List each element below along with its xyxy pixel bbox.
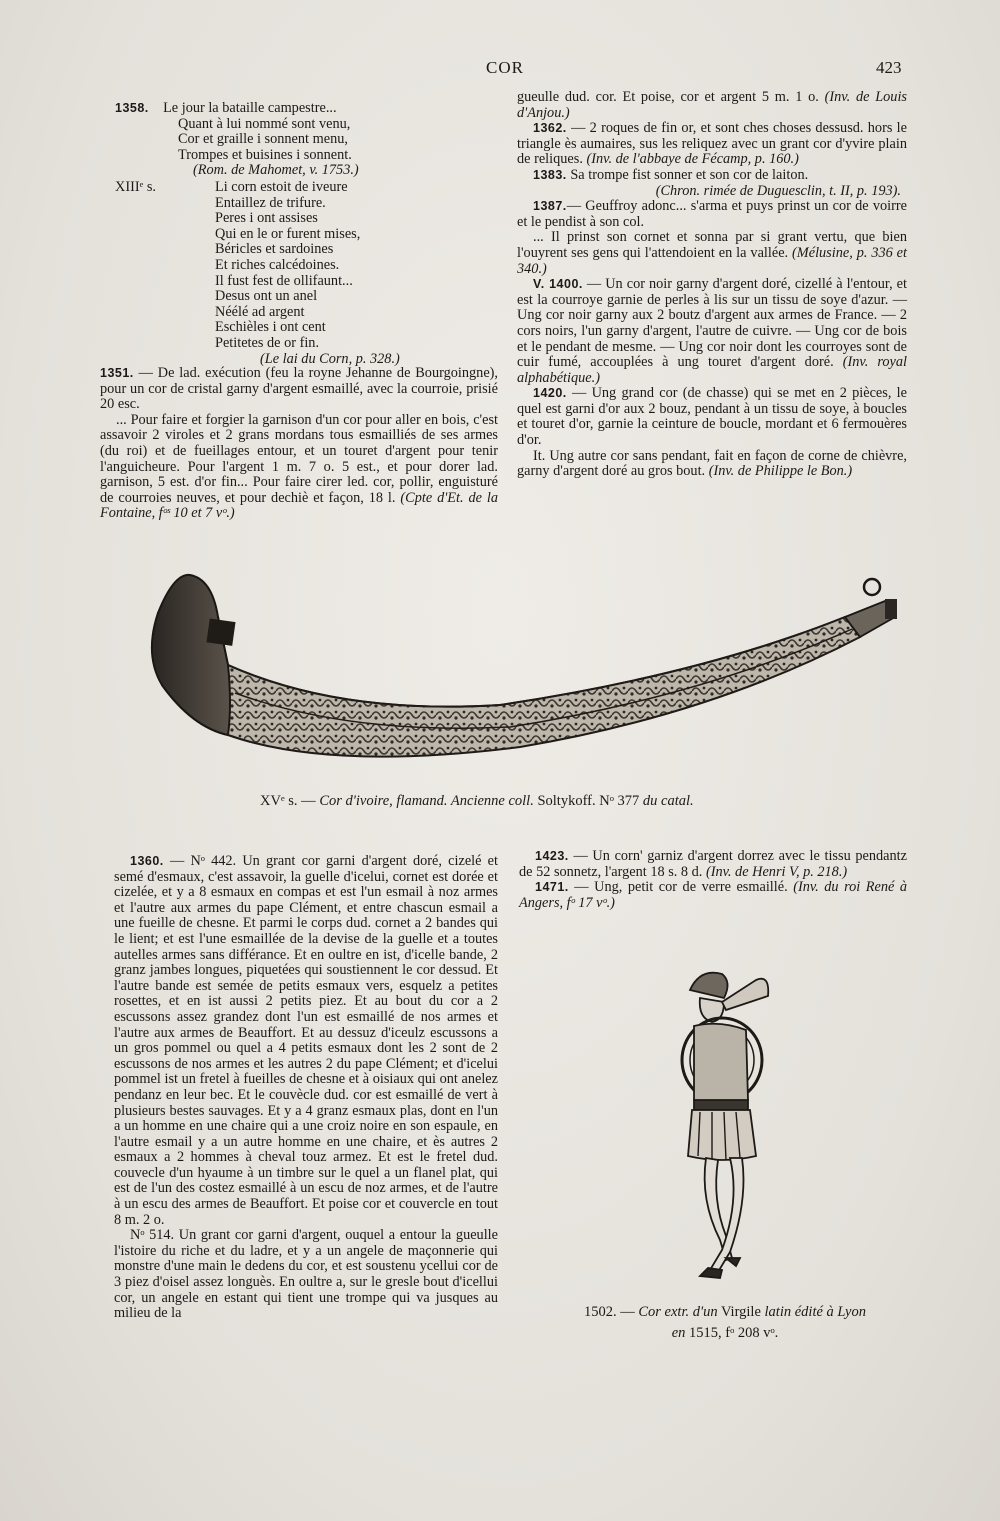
entry-text: Nᵒ 514. Un grant cor garni d'argent, ouquel a entour la gueulle l'istoire du riche et du ladre, et y a un angele de maçonnerie qui monstre d'une main le dedens du cor, et est soustenu ycellui cor de 3 piez d'oisel assez longuès. En oultre a, sur le gresle bout d'icellui cor, un angele en estant qui tient une trompe qui va jusques au milieu de la [114, 1227, 498, 1322]
entry-text: — Un cor noir garny d'argent doré, cizellé à l'entour, et est la courroye garnie de perles à lis sur un tissu de soye d'azur. — Ung cor noir garny aux 2 boutz d'argent aux armes de France. — 2 cors noirs, l'un garny d'argent, l'autre de cuivre. — Ung cor de bois et le pendant de mesme. — Ung cor noir dont les courroyes sont de cuir fumé, accouplées à ung touret d'argent doré. [517, 276, 907, 371]
entry-year: V. 1400. [533, 277, 583, 292]
entry-1360 [114, 854, 498, 1228]
entry-1420 [517, 386, 907, 448]
entry-1351 [100, 366, 498, 413]
caption-number: 1502. — [583, 1304, 639, 1320]
entry-text: Sa trompe fist sonner et son cor de laiton. [566, 166, 809, 183]
verse-line: Le jour la bataille campestre... [163, 100, 337, 116]
left-column-top-prose [100, 366, 498, 522]
poem-mahomet [115, 101, 359, 179]
caption-part: Virgile [717, 1304, 765, 1320]
horn-mouth [152, 575, 230, 735]
entry-philippe [517, 449, 907, 480]
entry-1362 [517, 121, 907, 168]
citation: (Inv. de Henri V, p. 218.) [705, 863, 848, 880]
citation: (Rom. de Mahomet, v. 1753.) [193, 162, 359, 179]
figure-shoe [700, 1268, 722, 1278]
verse-line: Eschièles i ont cent [215, 319, 326, 336]
entry-text: — Nᵒ 442. Un grant cor garni d'argent doré, cizelé et semé d'esmaux, c'est assavoir, la guelle d'icelui, cornet est dorée et cizelée, et y a 8 esmaux en compas et est l'un esmail à noz armes et l'autre aux armes du pape Clément, et entre chascun esmail a une fueille de chesne. Et parmi le corps dud. cornet a 2 bandes qui le lient; et est l'une esmaillée de la devise de la guelle et a toutes autelles armes sans différance. Et en oultre en ist, d'icelle bande, 2 granz jambes longues, piquetées qui soustiennent le cor dessud. Et l'autre bande est semée de petits esmaux vers, esquelz a petites rosettes, et en ist aussi 2 petits piez. Et au bout du cor a 2 escussons assez grandez dont l'un est esmaillé de nos armes et l'autre aux armes de Beauffort. Et au dessuz d'iceulz escussons a un gros pommel ou quel a 4 petits esmaux dont les 2 sont de 2 escussons de nos armes et les autres 2 du pape Clément; et d'icelui pommel ist un fretel à fueilles de chesne et à oisiaux qui ont anelez pendanz en leur bec. Et le couvècle dud. cor est esmaillé de vert à plusieurs bestes sauvages. Et y a 4 granz esmaux plas, dont en l'un a un homme en une chaire qui a une croiz noire en son espaule, en l'autre esmail y a un autre homme en une chaire, et ès autres 2 esmaux a 2 hommes à cheval touz armez. Et est le fretel dud. couvecle d'un hyaume à un timbre sur le quel a un flanel plat, qui est de l'un des costez esmaillé à un escu de noz armes, et de l'autre à un escu des armes de Beauffort. Et poise cor et couvercle en tout 8 m. 2 o. [114, 853, 498, 1228]
entry-year: 1360. [130, 854, 164, 868]
citation: (Mélusine, p. 336 et 340.) [517, 244, 908, 277]
citation: (Inv. de Philippe le Bon.) [708, 463, 853, 480]
figure-caption [555, 1302, 895, 1344]
verse-line: Il fust fest de ollifaunt... [215, 272, 353, 289]
caption-catalog: du catal. [642, 793, 694, 809]
entry-text: — De lad. exécution (feu la royne Jehanne de Bourgoingne), pour un cor de cristal garny d'argent esmaillé, avec la courroie, prisié 20 esc. [100, 365, 498, 413]
entry-text: gueulle dud. cor. Et poise, cor et argent 5 m. 1 o. [517, 89, 819, 105]
entry-year: 1423. [535, 849, 569, 863]
horn-caption [260, 793, 694, 810]
entry-1383 [517, 168, 907, 184]
entry-garnison [100, 413, 498, 522]
verse-line: Néélé ad argent [215, 303, 305, 320]
citation: (Cpte d'Et. de la Fontaine, fᵒˢ 10 et 7 vᵒ.) [100, 489, 499, 522]
horn-player-figure [660, 960, 810, 1290]
entry-text: ... Il prinst son cornet et sonna par si grant vertu, que bien l'ouyrent ses gens qui l'attendoient en la vallée. [517, 229, 907, 261]
caption-collection: Soltykoff. Nᵒ 377 [533, 793, 643, 809]
page-header [0, 58, 1000, 80]
entry-year: 1471. [535, 880, 569, 895]
verse-line: Trompes et buisines i sonnent. [178, 146, 352, 163]
citation: (Inv. de Louis d'Anjou.) [517, 89, 907, 121]
verse-line: Peres i ont assises [215, 210, 318, 227]
verse-line: Desus ont un anel [215, 288, 318, 305]
figure-hat [690, 973, 728, 998]
entry-1423 [519, 849, 907, 880]
citation: (Inv. du roi René à Angers, fᵒ 17 vᵒ.) [519, 879, 907, 911]
entry-1387 [517, 199, 907, 230]
entry-year: 1420. [533, 386, 567, 401]
verse-line: Qui en le or furent mises, [215, 225, 361, 242]
entry-1471 [519, 880, 907, 911]
left-column-bottom [114, 854, 498, 1322]
horn-collar-band [206, 618, 235, 645]
right-column-top [517, 90, 907, 480]
verse-line: Petitetes de or fin. [215, 334, 320, 351]
citation: (Inv. royal alphabétique.) [517, 354, 907, 386]
entry-year: 1351. [100, 366, 134, 380]
caption-part: 1515, fᵒ 208 vᵒ. [685, 1325, 779, 1341]
verse-line: Li corn estoit de iveure [215, 179, 348, 195]
verse-line: Quant à lui nommé sont venu, [178, 115, 351, 132]
entry-1400 [517, 277, 907, 386]
entry-text: It. Ung autre cor sans pendant, fait en façon de corne de chièvre, garny d'argent doré au gros bout. [517, 447, 907, 480]
entry-continued [517, 90, 907, 121]
citation: (Inv. de l'abbaye de Fécamp, p. 160.) [586, 151, 799, 168]
caption-part: en [671, 1325, 686, 1341]
entry-year: 1358. [115, 101, 149, 115]
entry-text: — 2 roques de fin or, et sont ches choses dessusd. hors le triangle ès aumaires, sus les reliquez avec un grant cor d'yvire plain de reliques. [517, 120, 907, 168]
right-column-bottom [519, 849, 907, 911]
entry-year: 1387. [533, 199, 567, 214]
citation: (Le lai du Corn, p. 328.) [260, 350, 400, 367]
caption-desc: Cor d'ivoire, flamand. Ancienne coll. [319, 793, 534, 809]
entry-text: — Ung, petit cor de verre esmaillé. [568, 879, 788, 896]
running-title: COR [486, 58, 524, 77]
entry-text: — Un corn' garniz d'argent dorrez avec le tissu pendantz de 52 sonnetz, l'argent 18 s. 8 d. [519, 848, 907, 880]
entry-text: — Geuffroy adonc... s'arma et puys prinst un cor de voirre et le pendist à son col. [517, 198, 907, 230]
horn-body [158, 605, 860, 757]
ivory-horn-illustration [100, 565, 900, 785]
citation: (Chron. rimée de Duguesclin, t. II, p. 193). [655, 182, 901, 199]
caption-century: XVᵉ s. — [260, 793, 320, 809]
entry-514 [114, 1228, 498, 1322]
caption-part: Cor extr. d'un [638, 1304, 718, 1320]
century-label: XIIIᵉ s. [115, 179, 156, 195]
entry-text: — Ung grand cor (de chasse) qui se met en 2 pièces, le quel est garni d'or aux 2 bouz, pendant à un tissu de soye, à boucles et touret d'or, garnie la ceinture de boucle, mordant et 6 fermouères d'or. [517, 385, 907, 449]
figure-torso [694, 1024, 748, 1105]
horn-mouthpiece [845, 579, 897, 637]
horn-bell [722, 979, 768, 1010]
figure-belt [694, 1100, 748, 1110]
caption-part: latin édité à Lyon [764, 1304, 866, 1320]
verse-line: Béricles et sardoines [215, 241, 334, 258]
page-number: 423 [876, 58, 902, 77]
entry-text: ... Pour faire et forgier la garnison d'un cor pour aller en bois, c'est assavoir 2 viroles et 2 grans mordans tous esmailliés de ses armes (du roi) et de fueillages entour, et un touret d'argent pour tenir l'anguicheure. Pour l'argent 1 m. 7 o. 5 est., et pour dorer lad. garnison, 5 est. d'or fin... Pour faire cirer led. cor, pollir, enguisturé de courroies neuves, et pour dechiè et façon, 18 l. [100, 411, 498, 506]
entry-year: 1383. [533, 167, 567, 182]
verse-line: Cor et graille i sonnent menu, [178, 131, 348, 148]
verse-line: Et riches calcédoines. [215, 256, 340, 273]
verse-line: Entaillez de trifure. [215, 194, 326, 211]
entry-melusine [517, 230, 907, 277]
poem-lai-du-corn [115, 180, 400, 367]
entry-year: 1362. [533, 121, 567, 136]
